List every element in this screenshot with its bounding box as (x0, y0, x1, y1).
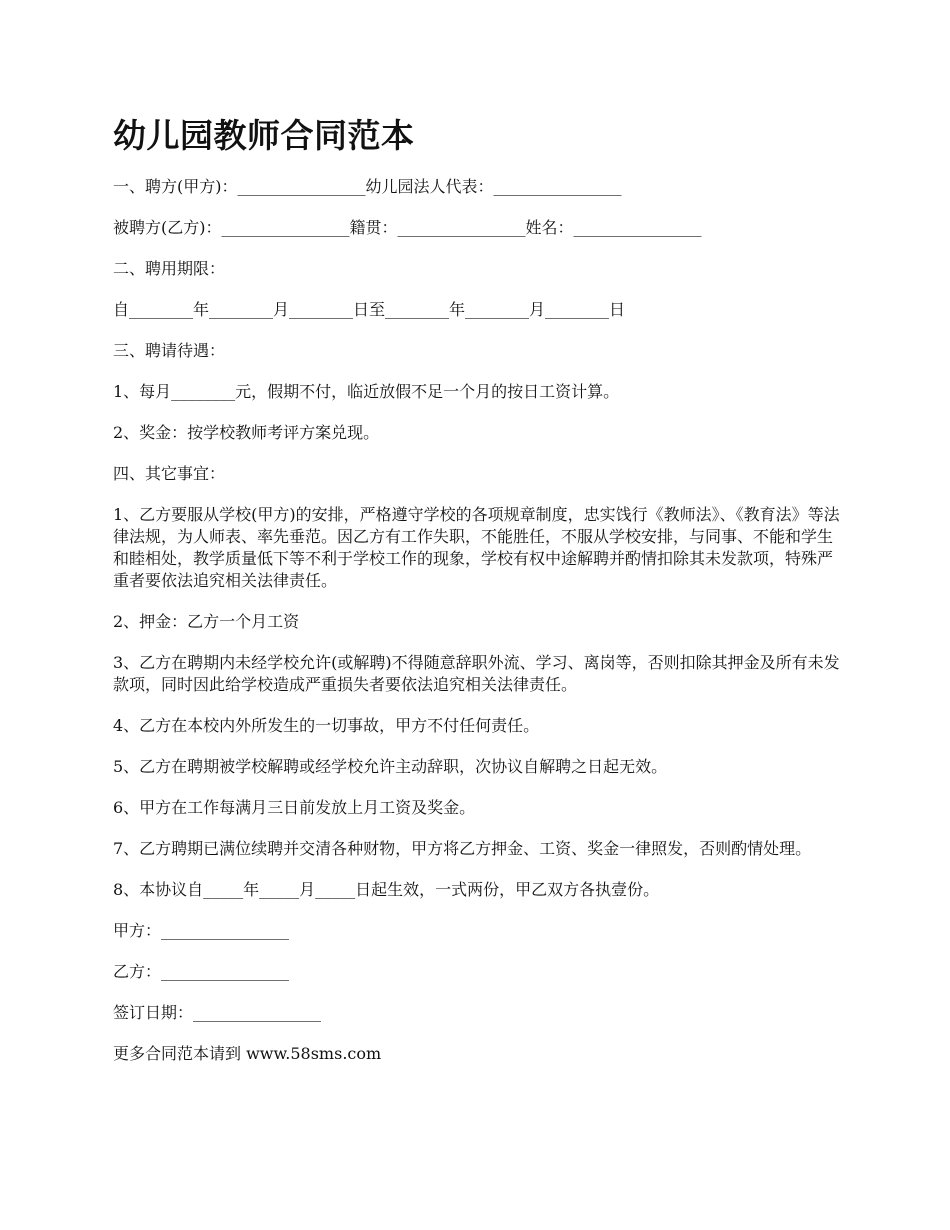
section-term-heading: 二、聘用期限： (113, 259, 226, 278)
term-date-line: 自________年________月________日至________年________月________日 (113, 300, 626, 319)
benefit-item-bonus: 2、奖金：按学校教师考评方案兑现。 (113, 423, 380, 442)
footer-link-text: 更多合同范本请到 www.58sms.com (113, 1044, 382, 1063)
party-b-line: 被聘方(乙方)：________________籍贯：________________姓名：________________ (113, 218, 702, 237)
clause-item-3: 3、乙方在聘期内未经学校允许(或解聘)不得随意辞职外流、学习、离岗等，否则扣除其押金及所有未发款项，同时因此给学校造成严重损失者要依法追究相关法律责任。 (113, 653, 840, 694)
clause-item-1: 1、乙方要服从学校(甲方)的安排，严格遵守学校的各项规章制度，忠实饯行《教师法》、《教育法》等法律法规，为人师表、率先垂范。因乙方有工作失职，不能胜任，不服从学校安排，与同事、不能和学生和睦相处，教学质量低下等不利于学校工作的现象，学校有权中途解聘并酌情扣除其未发款项，特殊严重者要依法追究相关法律责任。 (113, 505, 840, 590)
signing-date: 签订日期：________________ (113, 1003, 322, 1022)
clause-item-2: 2、押金：乙方一个月工资 (113, 612, 300, 631)
section-benefits-heading: 三、聘请待遇： (113, 341, 226, 360)
signature-party-b: 乙方：________________ (113, 962, 290, 981)
section-other-heading: 四、其它事宜： (113, 464, 226, 483)
party-a-line: 一、聘方(甲方)：________________幼儿园法人代表：________________ (113, 177, 622, 196)
clause-item-4: 4、乙方在本校内外所发生的一切事故，甲方不付任何责任。 (113, 716, 540, 735)
clause-item-7: 7、乙方聘期已满位续聘并交清各种财物，甲方将乙方押金、工资、奖金一律照发，否则酌情处理。 (113, 839, 812, 858)
signature-party-a: 甲方：________________ (113, 921, 290, 940)
clause-item-5: 5、乙方在聘期被学校解聘或经学校允许主动辞职，次协议自解聘之日起无效。 (113, 757, 668, 776)
clause-item-6: 6、甲方在工作每满月三日前发放上月工资及奖金。 (113, 798, 476, 817)
benefit-item-salary: 1、每月________元，假期不付，临近放假不足一个月的按日工资计算。 (113, 382, 620, 401)
document-title: 幼儿园教师合同范本 (113, 116, 415, 155)
document-page (113, 110, 843, 1084)
clause-item-8: 8、本协议自_____年_____月_____日起生效，一式两份，甲乙双方各执壹份。 (113, 880, 660, 899)
